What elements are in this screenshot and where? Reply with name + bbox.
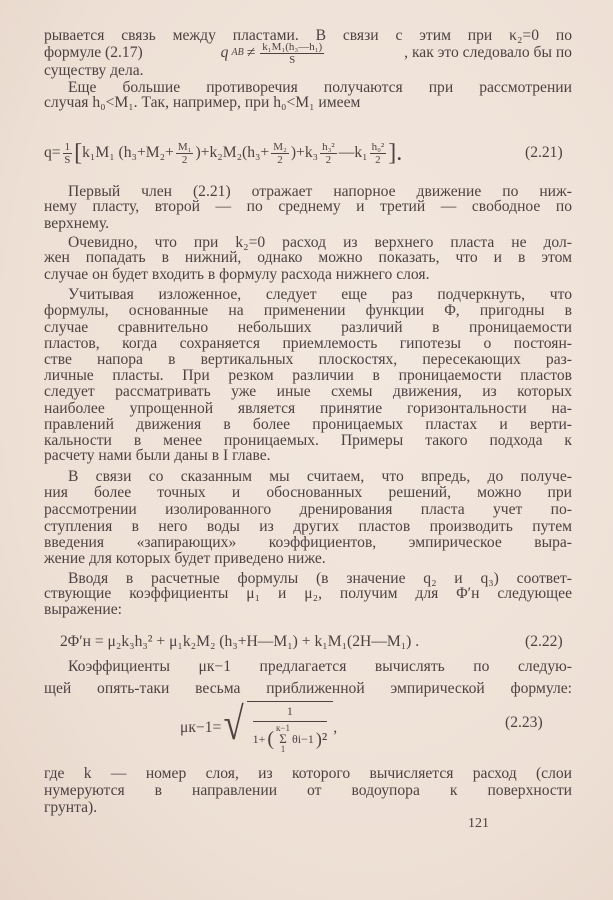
equation-2-21 (44, 136, 402, 170)
paragraph-first-line: Вводя в расчетные формулы (в значение q₂ и q₃) соответ- (68, 570, 572, 587)
text-line-with-formula (44, 40, 572, 66)
paragraph-first-line: В связи со сказанным мы считаем, что впредь, до получе- (68, 468, 572, 485)
equation-2-23 (180, 700, 337, 755)
fraction-denominator: 2 (277, 153, 283, 166)
text-line: следует рассматривать уже иные схемы движения, из которых (44, 383, 572, 400)
sum-upper-limit: к−1 (276, 723, 290, 733)
text-line: личные пласты. При резком различии в проницаемости пластов (44, 367, 572, 384)
text-fragment: формуле (2.17) (44, 44, 143, 61)
eq-term: θi−1 (291, 731, 314, 746)
fraction-numerator: M₁ (177, 140, 192, 153)
fraction (63, 141, 73, 166)
text-line: грунта). (44, 799, 98, 816)
fraction-denominator (253, 722, 328, 754)
text-line: где k — номер слоя, из которого вычисляется расход (слои (44, 765, 572, 782)
fraction-denominator: 2 (181, 153, 188, 166)
sum-sign: Σ (279, 731, 287, 746)
equation-number: (2.23) (505, 714, 543, 731)
eq-term: )+k₃ (290, 144, 319, 161)
fraction-numerator: M₂ (273, 140, 287, 153)
formula-operator: ≠ (246, 44, 256, 61)
fraction-numerator: h₀² (371, 140, 385, 153)
text-line: выражение: (44, 601, 122, 618)
radicand-fraction (247, 701, 334, 754)
text-line: нему пласту, второй — по среднему и третий — свободное по (44, 198, 572, 215)
fraction-denominator: 2 (325, 153, 332, 166)
text-line: стве напора в вертикальных плоскостях, пересекающих раз- (44, 351, 572, 368)
text-line: ствующие коэффициенты μ₁ и μ₂, получим для Φ′н следующее (44, 585, 572, 602)
radical-sign: √ (223, 698, 245, 749)
fraction-denominator: S (64, 153, 71, 166)
eq-term: 1+ (252, 731, 266, 746)
text-line: рывается связь между пластами. В связи с этим при κ₂=0 по (44, 27, 572, 44)
text-line: кальности в менее проницаемых. Примеры такого подхода к (44, 432, 572, 449)
fraction (271, 141, 289, 166)
text-fragment: , как это следовало бы по (404, 44, 572, 61)
fraction-denominator: S (289, 53, 296, 66)
bracket: [ (74, 140, 83, 166)
equation-number: (2.21) (525, 144, 563, 161)
text-line: верхнему. (44, 215, 110, 232)
eq-lhs: μк−1= (180, 718, 222, 736)
text-line: рассмотрении изолированного дренирования пласта учет по- (44, 501, 572, 518)
formula-symbol: q (220, 44, 229, 61)
fraction-numerator: k₁M₁(h₃—h₁) (262, 40, 323, 53)
eq-lhs: q= (44, 144, 61, 161)
page-number: 121 (468, 816, 489, 831)
text-line: наиболее упрощенной является принятие горизонтальности на- (44, 400, 572, 417)
text-line: жен попадать в нижний, однако можно показать, что и в этом (44, 249, 572, 266)
paragraph-first-line: Очевидно, что при k₂=0 расход из верхнего пласта не дол- (68, 234, 572, 251)
text-line: существу дела. (44, 62, 144, 79)
eq-term: —k₁ (338, 144, 368, 161)
fraction (176, 141, 194, 166)
paragraph-first-line: Первый член (2.21) отражает напорное движение по ниж- (68, 183, 572, 200)
eq-term: k₁M₁ (h₃+M₂+ (82, 144, 174, 161)
fraction-numerator: 1 (64, 140, 71, 153)
fraction (320, 141, 337, 166)
summation (276, 724, 290, 754)
text-line: пластов, когда сохраняется приемлемость гипотезы о постоян- (44, 335, 572, 352)
text-line: ступления в него воды из других пластов производить путем (44, 518, 572, 535)
text-line: случае сравнительно небольших различий в проницаемости (44, 319, 572, 336)
paragraph-first-line: Коэффициенты μк−1 предлагается вычислять по следую- (68, 658, 572, 675)
equation-number: (2.22) (525, 633, 563, 650)
text-line: введения «запирающих» коэффициентов, эмпирическое выра- (44, 534, 572, 551)
text-line: жение для которых будет приведено ниже. (44, 550, 326, 567)
text-line: случае он будет входить в формулу расхода нижнего слоя. (44, 266, 430, 283)
paragraph-first-line: Еще большие противоречия получаются при рассмотрении (68, 79, 572, 96)
text-line: правлений движения в более проницаемых пластах и верти- (44, 416, 572, 433)
text-line: расчету нами были даны в I главе. (44, 447, 271, 464)
text-line: ния более точных и обоснованных решений, можно при (44, 484, 572, 501)
fraction-denominator: 2 (375, 153, 381, 166)
bracket: ]. (388, 140, 403, 166)
fraction (370, 141, 387, 166)
fraction-numerator: h₃² (322, 140, 335, 153)
text-line: случая h₀<M₁. Так, например, при h₀<M₁ имеем (44, 94, 361, 111)
text-line: формулы, основанные на применении функции Φ, пригодны в (44, 302, 572, 319)
text-line: нумеруются в направлении от водоупора к поверхности (44, 782, 572, 799)
fraction-numerator: 1 (253, 704, 328, 722)
punctuation: , (333, 718, 338, 736)
formula-subscript: AB (231, 47, 244, 58)
bracket: ( (267, 727, 275, 750)
eq-term: )+k₂M₂(h₃+ (195, 144, 270, 161)
text-line: щей опять-таки весьма приближенной эмпирической формуле: (44, 680, 572, 697)
paragraph-first-line: Учитывая изложенное, следует еще раз подчеркнуть, что (68, 286, 572, 303)
equation-2-22: 2Φ′н = μ₂k₃h₃² + μ₁k₂M₂ (h₃+H—M₁) + k₁M₁(2H—M₁) . (60, 633, 420, 650)
bracket: )² (315, 728, 328, 749)
sum-lower-limit: 1 (280, 744, 286, 754)
square-root (221, 698, 333, 754)
